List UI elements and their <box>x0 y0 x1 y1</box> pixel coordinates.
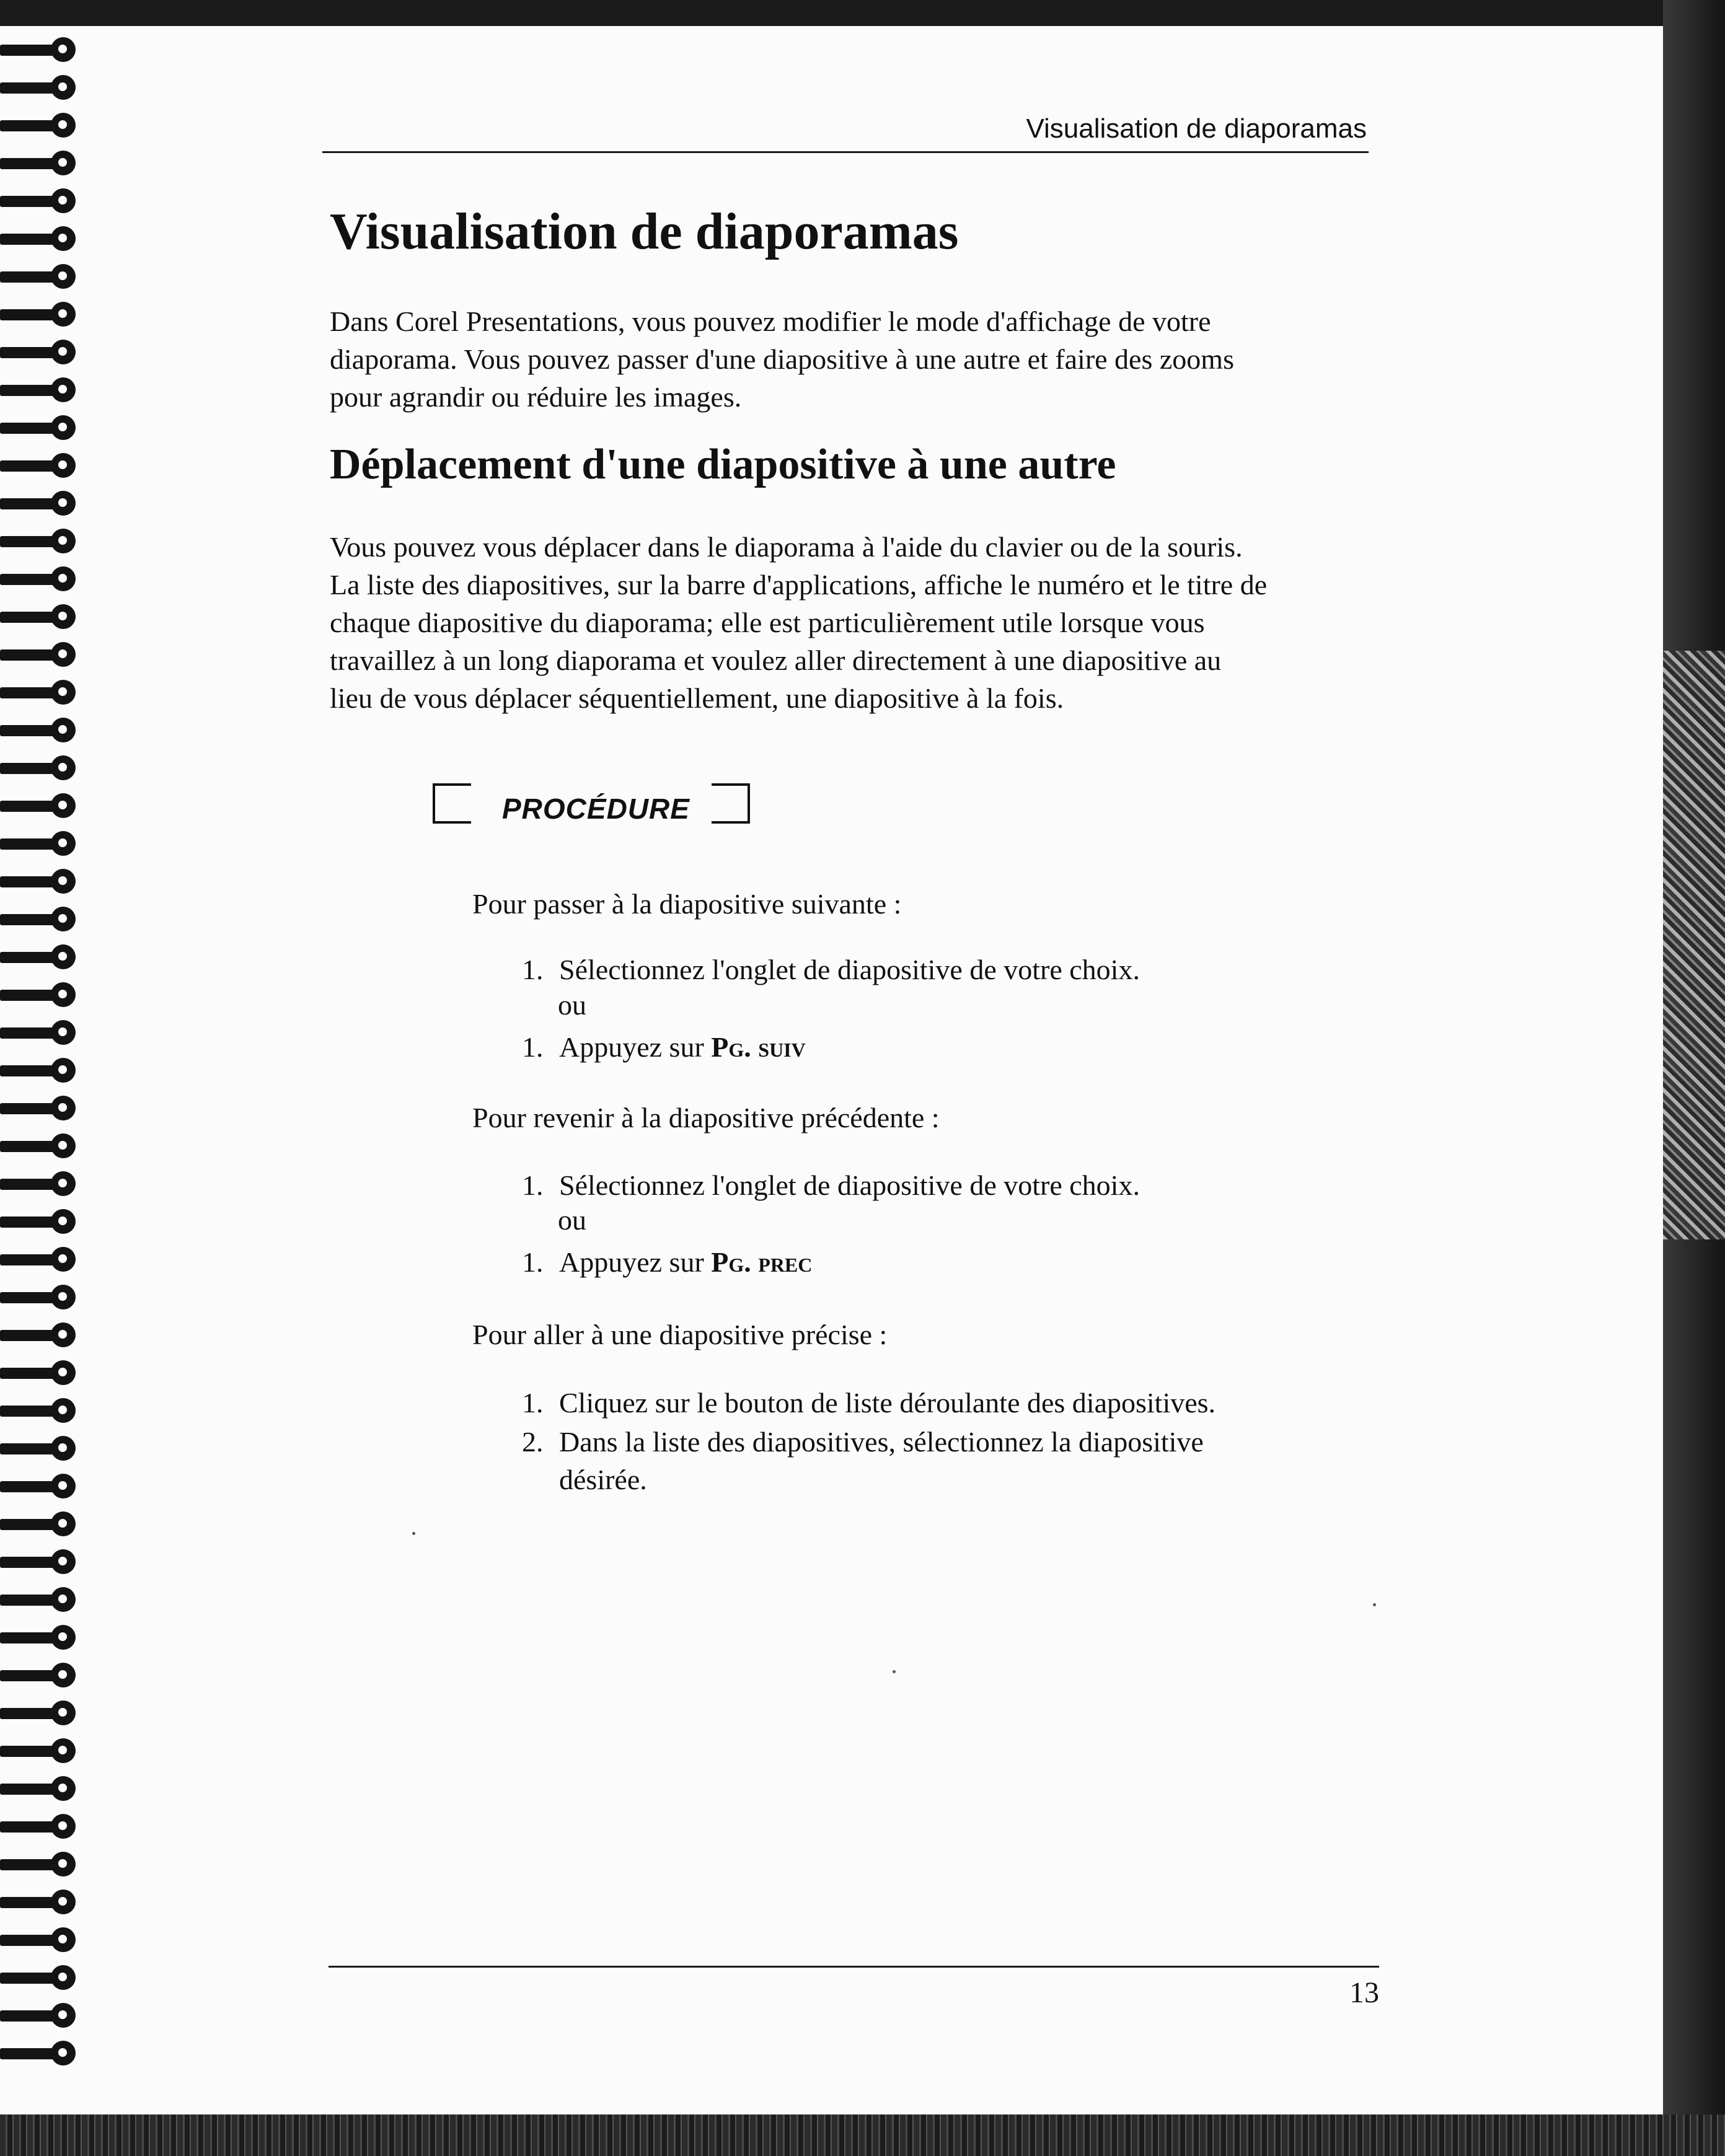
section-line-5: lieu de vous déplacer séquentiellement, une diapositive à la fois. <box>330 682 1064 714</box>
coil-bar <box>0 498 57 509</box>
coil-ring <box>51 680 76 705</box>
coil-ring <box>51 1436 76 1461</box>
coil-ring <box>51 869 76 894</box>
coil-bar <box>0 1368 57 1379</box>
intro-line-2: diaporama. Vous pouvez passer d'une diapositive à une autre et faire des zooms <box>330 343 1234 375</box>
coil-bar <box>0 649 57 661</box>
coil-ring <box>51 1133 76 1158</box>
coil-bar <box>0 1821 57 1833</box>
coil-ring <box>51 2041 76 2066</box>
binding-coil <box>0 1625 81 1651</box>
binding-coil <box>0 1927 81 1953</box>
binding-coil <box>0 1058 81 1084</box>
coil-ring <box>51 1890 76 1914</box>
coil-ring <box>51 377 76 402</box>
binding-coil <box>0 491 81 517</box>
binding-coil <box>0 37 81 63</box>
coil-ring <box>51 1020 76 1045</box>
binding-coil <box>0 1663 81 1689</box>
procedure-bracket-left <box>433 783 471 824</box>
binding-coil <box>0 1587 81 1613</box>
coil-bar <box>0 1897 57 1908</box>
intro-line-3: pour agrandir ou réduire les images. <box>330 381 742 413</box>
coil-bar <box>0 1141 57 1152</box>
page-title: Visualisation de diaporamas <box>330 203 959 260</box>
previous-slide-intro: Pour revenir à la diapositive précédente : <box>472 1102 940 1133</box>
step-number: 1. <box>522 1031 544 1063</box>
running-header: Visualisation de diaporamas <box>1026 113 1367 144</box>
binding-coil <box>0 1247 81 1273</box>
coil-bar <box>0 687 57 698</box>
coil-ring <box>51 188 76 213</box>
binding-coil <box>0 1549 81 1575</box>
scan-speck <box>412 1532 415 1535</box>
coil-ring <box>51 1549 76 1574</box>
section-line-4: travaillez à un long diaporama et voulez aller directement à une diapositive au <box>330 645 1222 676</box>
binding-coil <box>0 1020 81 1046</box>
coil-ring <box>51 982 76 1007</box>
coil-ring <box>51 529 76 553</box>
coil-ring <box>51 1474 76 1498</box>
binding-coil <box>0 755 81 781</box>
coil-bar <box>0 1103 57 1114</box>
coil-bar <box>0 1027 57 1039</box>
coil-bar <box>0 82 57 94</box>
binding-coil <box>0 907 81 933</box>
binding-coil <box>0 1171 81 1197</box>
coil-ring <box>51 831 76 856</box>
footer-rule <box>329 1966 1379 1968</box>
binding-coil <box>0 2003 81 2029</box>
coil-ring <box>51 1927 76 1952</box>
coil-ring <box>51 1965 76 1990</box>
step-text: Sélectionnez l'onglet de diapositive de votre choix. <box>559 1169 1140 1201</box>
binding-coil <box>0 1474 81 1500</box>
step-text: Appuyez sur <box>559 1031 712 1063</box>
binding-coil <box>0 1436 81 1462</box>
coil-ring <box>51 491 76 516</box>
step-text-wrapper <box>559 1243 812 1281</box>
scan-speck <box>893 1670 896 1673</box>
coil-ring <box>51 226 76 251</box>
binding-coil <box>0 944 81 970</box>
page-number: 13 <box>1349 1976 1379 2009</box>
binding-coil <box>0 302 81 328</box>
coil-ring <box>51 1171 76 1196</box>
coil-bar <box>0 2010 57 2022</box>
coil-ring <box>51 1701 76 1725</box>
step-number: 1. <box>522 1246 544 1278</box>
scan-noise-right <box>1663 651 1725 1239</box>
previous-slide-or: ou <box>558 1204 586 1236</box>
binding-coil <box>0 2041 81 2067</box>
binding-coil <box>0 869 81 895</box>
coil-bar <box>0 347 57 358</box>
binding-coil <box>0 340 81 366</box>
step-text-line-2: désirée. <box>559 1464 647 1495</box>
coil-bar <box>0 1859 57 1870</box>
coil-bar <box>0 1595 57 1606</box>
section-heading: Déplacement d'une diapositive à une autre <box>330 441 1116 488</box>
coil-bar <box>0 385 57 396</box>
coil-bar <box>0 1254 57 1265</box>
coil-bar <box>0 1330 57 1341</box>
intro-line-1: Dans Corel Presentations, vous pouvez modifier le mode d'affichage de votre <box>330 306 1211 337</box>
coil-ring <box>51 2003 76 2028</box>
step-number: 1. <box>522 1387 544 1419</box>
coil-ring <box>51 1852 76 1877</box>
coil-bar <box>0 1784 57 1795</box>
coil-bar <box>0 1443 57 1454</box>
coil-bar <box>0 309 57 320</box>
binding-coil <box>0 1965 81 1991</box>
scan-edge-bottom <box>0 2114 1725 2156</box>
binding-coil <box>0 1511 81 1538</box>
coil-bar <box>0 1708 57 1719</box>
coil-ring <box>51 566 76 591</box>
binding-coil <box>0 453 81 479</box>
coil-bar <box>0 2048 57 2059</box>
coil-ring <box>51 415 76 440</box>
binding-coil <box>0 1285 81 1311</box>
header-rule <box>322 151 1369 153</box>
coil-ring <box>51 37 76 62</box>
coil-bar <box>0 990 57 1001</box>
key-pgup: Pg. prec <box>711 1246 813 1278</box>
coil-ring <box>51 907 76 931</box>
coil-ring <box>51 1322 76 1347</box>
section-line-1: Vous pouvez vous déplacer dans le diaporama à l'aide du clavier ou de la souris. <box>330 531 1243 563</box>
spiral-binding <box>0 37 87 2095</box>
binding-coil <box>0 680 81 706</box>
binding-coil <box>0 529 81 555</box>
coil-bar <box>0 612 57 623</box>
binding-coil <box>0 1096 81 1122</box>
binding-coil <box>0 188 81 214</box>
binding-coil <box>0 1852 81 1878</box>
coil-ring <box>51 1663 76 1687</box>
step-number: 1. <box>522 1169 544 1201</box>
binding-coil <box>0 642 81 668</box>
specific-slide-intro: Pour aller à une diapositive précise : <box>472 1319 888 1350</box>
scan-speck <box>1373 1603 1376 1606</box>
coil-bar <box>0 1179 57 1190</box>
next-slide-intro: Pour passer à la diapositive suivante : <box>472 888 902 920</box>
coil-ring <box>51 1209 76 1234</box>
coil-bar <box>0 1746 57 1757</box>
coil-bar <box>0 1670 57 1681</box>
step-text-wrapper <box>559 1028 806 1066</box>
coil-ring <box>51 1625 76 1650</box>
binding-coil <box>0 1738 81 1764</box>
binding-coil <box>0 604 81 630</box>
step-text: Sélectionnez l'onglet de diapositive de votre choix. <box>559 954 1140 985</box>
coil-bar <box>0 234 57 245</box>
coil-bar <box>0 1632 57 1643</box>
binding-coil <box>0 566 81 592</box>
section-line-2: La liste des diapositives, sur la barre d'applications, affiche le numéro et le titre de <box>330 569 1268 601</box>
binding-coil <box>0 1398 81 1424</box>
binding-coil <box>0 226 81 252</box>
coil-bar <box>0 1519 57 1530</box>
coil-bar <box>0 158 57 169</box>
binding-coil <box>0 1890 81 1916</box>
coil-bar <box>0 763 57 774</box>
procedure-label: PROCÉDURE <box>502 793 690 825</box>
binding-coil <box>0 982 81 1008</box>
binding-coil <box>0 1360 81 1386</box>
binding-coil <box>0 75 81 101</box>
step-text-line-1: Dans la liste des diapositives, sélectionnez la diapositive <box>559 1426 1204 1458</box>
step-number: 2. <box>522 1426 544 1458</box>
next-slide-or: ou <box>558 989 586 1021</box>
coil-ring <box>51 75 76 100</box>
coil-bar <box>0 460 57 472</box>
coil-ring <box>51 642 76 667</box>
binding-coil <box>0 377 81 403</box>
coil-ring <box>51 718 76 742</box>
coil-bar <box>0 45 57 56</box>
procedure-box <box>433 783 750 824</box>
coil-bar <box>0 1406 57 1417</box>
coil-ring <box>51 302 76 327</box>
coil-bar <box>0 423 57 434</box>
coil-bar <box>0 838 57 850</box>
coil-ring <box>51 1285 76 1309</box>
coil-bar <box>0 1973 57 1984</box>
coil-ring <box>51 793 76 818</box>
binding-coil <box>0 1701 81 1727</box>
coil-bar <box>0 271 57 283</box>
key-pgdown: Pg. suiv <box>711 1031 806 1063</box>
coil-ring <box>51 1776 76 1801</box>
coil-ring <box>51 453 76 478</box>
coil-bar <box>0 1935 57 1946</box>
coil-ring <box>51 944 76 969</box>
coil-bar <box>0 536 57 547</box>
binding-coil <box>0 415 81 441</box>
coil-ring <box>51 1096 76 1120</box>
coil-ring <box>51 1058 76 1083</box>
coil-ring <box>51 1247 76 1272</box>
coil-ring <box>51 1587 76 1612</box>
coil-ring <box>51 1814 76 1839</box>
coil-bar <box>0 801 57 812</box>
binding-coil <box>0 264 81 290</box>
coil-bar <box>0 1217 57 1228</box>
coil-bar <box>0 876 57 887</box>
coil-ring <box>51 1738 76 1763</box>
coil-ring <box>51 1360 76 1385</box>
coil-bar <box>0 196 57 207</box>
coil-ring <box>51 113 76 138</box>
coil-bar <box>0 574 57 585</box>
coil-bar <box>0 952 57 963</box>
procedure-bracket-right <box>712 783 750 824</box>
coil-bar <box>0 1481 57 1492</box>
coil-ring <box>51 1398 76 1423</box>
coil-ring <box>51 151 76 175</box>
coil-ring <box>51 604 76 629</box>
binding-coil <box>0 793 81 819</box>
coil-bar <box>0 1065 57 1076</box>
coil-bar <box>0 1292 57 1303</box>
coil-ring <box>51 755 76 780</box>
binding-coil <box>0 718 81 744</box>
binding-coil <box>0 1814 81 1840</box>
coil-bar <box>0 120 57 131</box>
step-text: Appuyez sur <box>559 1246 712 1278</box>
binding-coil <box>0 1322 81 1349</box>
coil-ring <box>51 340 76 364</box>
binding-coil <box>0 831 81 857</box>
coil-ring <box>51 264 76 289</box>
step-number: 1. <box>522 954 544 985</box>
coil-bar <box>0 914 57 925</box>
step-text: Cliquez sur le bouton de liste déroulante des diapositives. <box>559 1387 1216 1419</box>
binding-coil <box>0 1776 81 1802</box>
section-line-3: chaque diapositive du diaporama; elle est particulièrement utile lorsque vous <box>330 607 1205 638</box>
coil-bar <box>0 725 57 736</box>
binding-coil <box>0 113 81 139</box>
coil-bar <box>0 1557 57 1568</box>
binding-coil <box>0 1133 81 1159</box>
binding-coil <box>0 151 81 177</box>
binding-coil <box>0 1209 81 1235</box>
coil-ring <box>51 1511 76 1536</box>
